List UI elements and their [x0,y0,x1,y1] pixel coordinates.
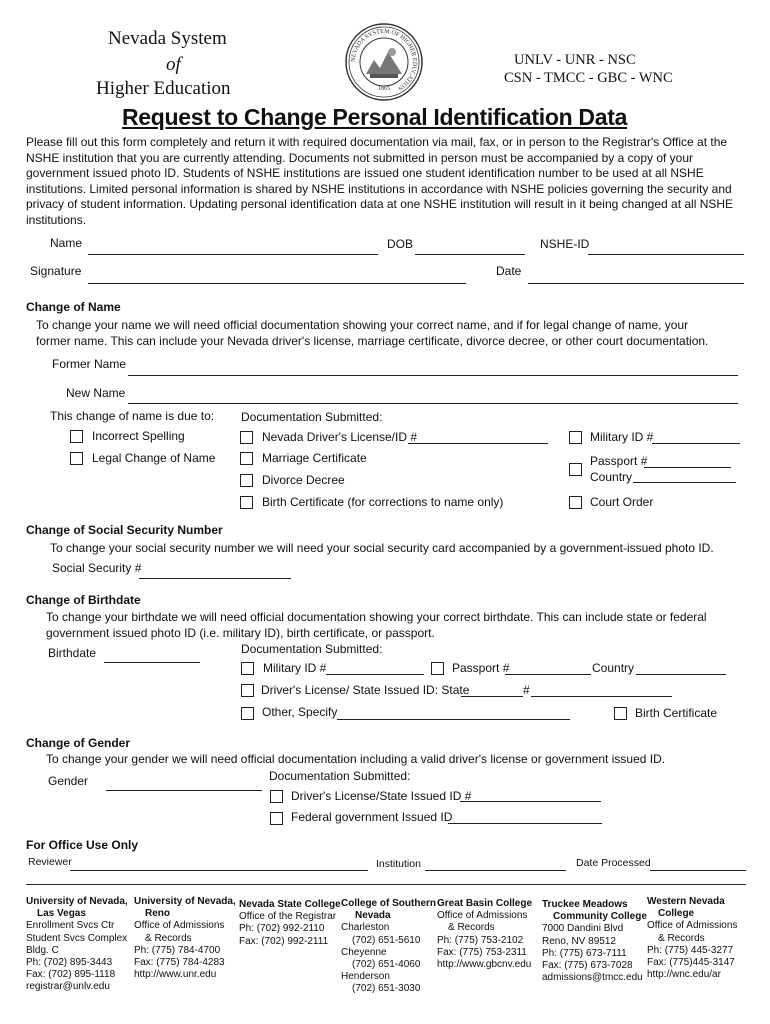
ssn-label: Social Security # [52,561,142,575]
birth-certificate-birthdate-label: Birth Certificate [635,706,718,720]
marriage-certificate-checkbox[interactable] [240,452,253,465]
name-docs-label: Documentation Submitted: [241,410,383,424]
court-order-label: Court Order [590,495,654,509]
incorrect-spelling-checkbox[interactable] [70,430,83,443]
org-name-line3: Higher Education [96,78,231,99]
unlv-email-link[interactable]: registrar@unlv.edu [26,981,110,993]
incorrect-spelling-label: Incorrect Spelling [92,429,185,443]
reviewer-field[interactable] [70,870,368,871]
institutions-line1: UNLV - UNR - NSC [514,52,636,68]
org-name-line2: of [166,54,181,75]
court-order-checkbox[interactable] [569,496,582,509]
wnc-contact: Western Nevada College Office of Admissions & Records Ph: (775) 445-3277 Fax: (775)445-3147 http://wnc.edu/ar [647,896,738,981]
reviewer-label: Reviewer [28,856,72,868]
military-id-birthdate-checkbox[interactable] [241,662,254,675]
federal-id-gender-label: Federal government Issued ID [291,810,453,824]
passport-name-label: Passport # [590,454,648,468]
former-name-field[interactable] [128,375,738,376]
military-id-name-label: Military ID # [590,430,654,444]
institution-label: Institution [376,858,421,870]
passport-name-checkbox[interactable] [569,463,582,476]
gender-field[interactable] [106,790,262,791]
military-id-name-field[interactable] [652,443,740,444]
ssn-change-description: To change your social security number we will need your social security card accompanied by a government-issued photo ID. [50,541,714,555]
nv-license-checkbox[interactable] [240,431,253,444]
footer-divider [26,884,746,885]
birthdate-field[interactable] [104,662,200,663]
military-id-birthdate-field[interactable] [326,674,424,675]
marriage-certificate-label: Marriage Certificate [262,451,367,465]
new-name-field[interactable] [128,403,738,404]
license-birthdate-label: Driver's License/ State Issued ID: State [261,683,470,697]
country-birthdate-label: Country [592,661,635,675]
gender-label: Gender [48,774,89,788]
country-name-field[interactable] [633,482,736,483]
nshe-id-field[interactable] [588,254,744,255]
csn-contact: College of Southern Nevada Charleston (702) 651-5610 Cheyenne (702) 651-4060 Henderson (702) 651-3030 [341,898,436,995]
military-id-birthdate-label: Military ID # [263,661,327,675]
gender-docs-label: Documentation Submitted: [269,769,411,783]
tmcc-contact: Truckee Meadows Community College 7000 Dandini Blvd Reno, NV 89512 Ph: (775) 673-7111 Fax: (775) 673-7028 admissions@tmcc.edu [542,899,647,984]
birthdate-label: Birthdate [48,646,97,660]
date-processed-label: Date Processed [576,857,651,869]
passport-birthdate-checkbox[interactable] [431,662,444,675]
birthdate-change-description: To change your birthdate we will need official documentation showing your correct birthdate. This can include state or federal government issued photo ID (i.e. military ID), birth certificate, or passport. [46,610,707,640]
unlv-contact: University of Nevada, Las Vegas Enrollment Svcs Ctr Student Svcs Complex Bldg. C Ph: (702) 895-3443 Fax: (702) 895-1118 registrar@unlv.edu [26,896,128,993]
birth-certificate-name-checkbox[interactable] [240,496,253,509]
nv-license-field[interactable] [408,443,548,444]
license-gender-checkbox[interactable] [270,790,283,803]
ssn-field[interactable] [139,578,291,579]
legal-change-checkbox[interactable] [70,452,83,465]
signature-field[interactable] [88,283,466,284]
gbc-contact: Great Basin College Office of Admissions & Records Ph: (775) 753-2102 Fax: (775) 753-2311 http://www.gbcnv.edu [437,898,533,971]
gender-change-heading: Change of Gender [26,736,131,750]
license-number-hash: # [523,683,530,697]
former-name-label: Former Name [52,357,127,371]
nsc-contact: Nevada State College Office of the Registrar Ph: (702) 992-2110 Fax: (702) 992-2111 [239,899,341,947]
form-title: Request to Change Personal Identification Data [122,104,628,130]
nshe-id-label: NSHE-ID [540,237,590,251]
gbc-website-link[interactable]: http://www.gbcnv.edu [437,959,532,971]
birth-certificate-birthdate-checkbox[interactable] [614,707,627,720]
date-processed-field[interactable] [650,870,746,871]
passport-birthdate-field[interactable] [505,674,591,675]
legal-change-label: Legal Change of Name [92,451,216,465]
unr-contact: University of Nevada, Reno Office of Admissions & Records Ph: (775) 784-4700 Fax: (775) 784-4283 http://www.unr.edu [134,896,236,981]
date-label: Date [496,264,522,278]
license-gender-label: Driver's License/State Issued ID # [291,789,472,803]
org-name-line1: Nevada System [108,28,227,49]
name-reason-label: This change of name is due to: [50,409,215,423]
federal-id-gender-field[interactable] [448,823,602,824]
birth-certificate-name-label: Birth Certificate (for corrections to name only) [262,495,504,509]
federal-id-gender-checkbox[interactable] [270,812,283,825]
name-field[interactable] [88,254,378,255]
other-birthdate-checkbox[interactable] [241,707,254,720]
name-change-heading: Change of Name [26,300,121,314]
svg-text:NEVADA SYSTEM OF HIGHER EDUCAT: NEVADA SYSTEM OF HIGHER EDUCATION [349,27,419,92]
signature-label: Signature [30,264,82,278]
institutions-line2: CSN - TMCC - GBC - WNC [504,70,673,86]
birthdate-change-heading: Change of Birthdate [26,593,141,607]
dob-label: DOB [387,237,414,251]
country-birthdate-field[interactable] [636,674,726,675]
military-id-name-checkbox[interactable] [569,431,582,444]
ssn-change-heading: Change of Social Security Number [26,523,223,537]
new-name-label: New Name [66,386,126,400]
gender-change-description: To change your gender we will need official documentation including a valid driver's license or government issued ID. [46,752,666,766]
dob-field[interactable] [415,254,525,255]
wnc-website-link[interactable]: http://wnc.edu/ar [647,969,721,981]
divorce-decree-checkbox[interactable] [240,474,253,487]
country-name-label: Country [590,470,633,484]
other-specify-field[interactable] [337,719,570,720]
other-birthdate-label: Other, Specify [262,705,338,719]
seal-year: 1865 [378,86,390,92]
date-field[interactable] [528,283,744,284]
license-birthdate-checkbox[interactable] [241,684,254,697]
institution-field[interactable] [425,870,566,871]
office-use-heading: For Office Use Only [26,838,139,852]
name-label: Name [50,236,83,250]
unr-website-link[interactable]: http://www.unr.edu [134,969,217,981]
license-birthdate-number-field[interactable] [531,696,672,697]
passport-name-field[interactable] [644,467,731,468]
divorce-decree-label: Divorce Decree [262,473,345,487]
passport-birthdate-label: Passport # [452,661,510,675]
license-gender-field[interactable] [460,801,601,802]
birthdate-docs-label: Documentation Submitted: [241,642,383,656]
intro-paragraph: Please fill out this form completely and return it with required documentation via mail, fax, or in person to the Registrar's Office at the NSHE institution that you are currently attending. Documents not submitted in person must be accompanied by a copy of your government issued photo ID. Students of NSHE institutions are issued one student identification number to be used at all NSHE institutions. Limited personal information is shared by NSHE institutions in accordance with NSHE policies governing the security and privacy of student information. Updating personal identification data at one NSHE institution will result in it being changed at all NSHE institutions. [26,135,734,227]
name-change-description: To change your name we will need official documentation showing your correct name, and if for legal change of name, your former name. This can include your Nevada driver's license, marriage certificate, divorce decree, or other court documentation. [36,318,709,348]
nshe-seal [344,22,424,102]
license-state-field[interactable] [461,696,523,697]
nv-license-label: Nevada Driver's License/ID # [262,430,418,444]
tmcc-email-link[interactable]: admissions@tmcc.edu [542,972,643,984]
